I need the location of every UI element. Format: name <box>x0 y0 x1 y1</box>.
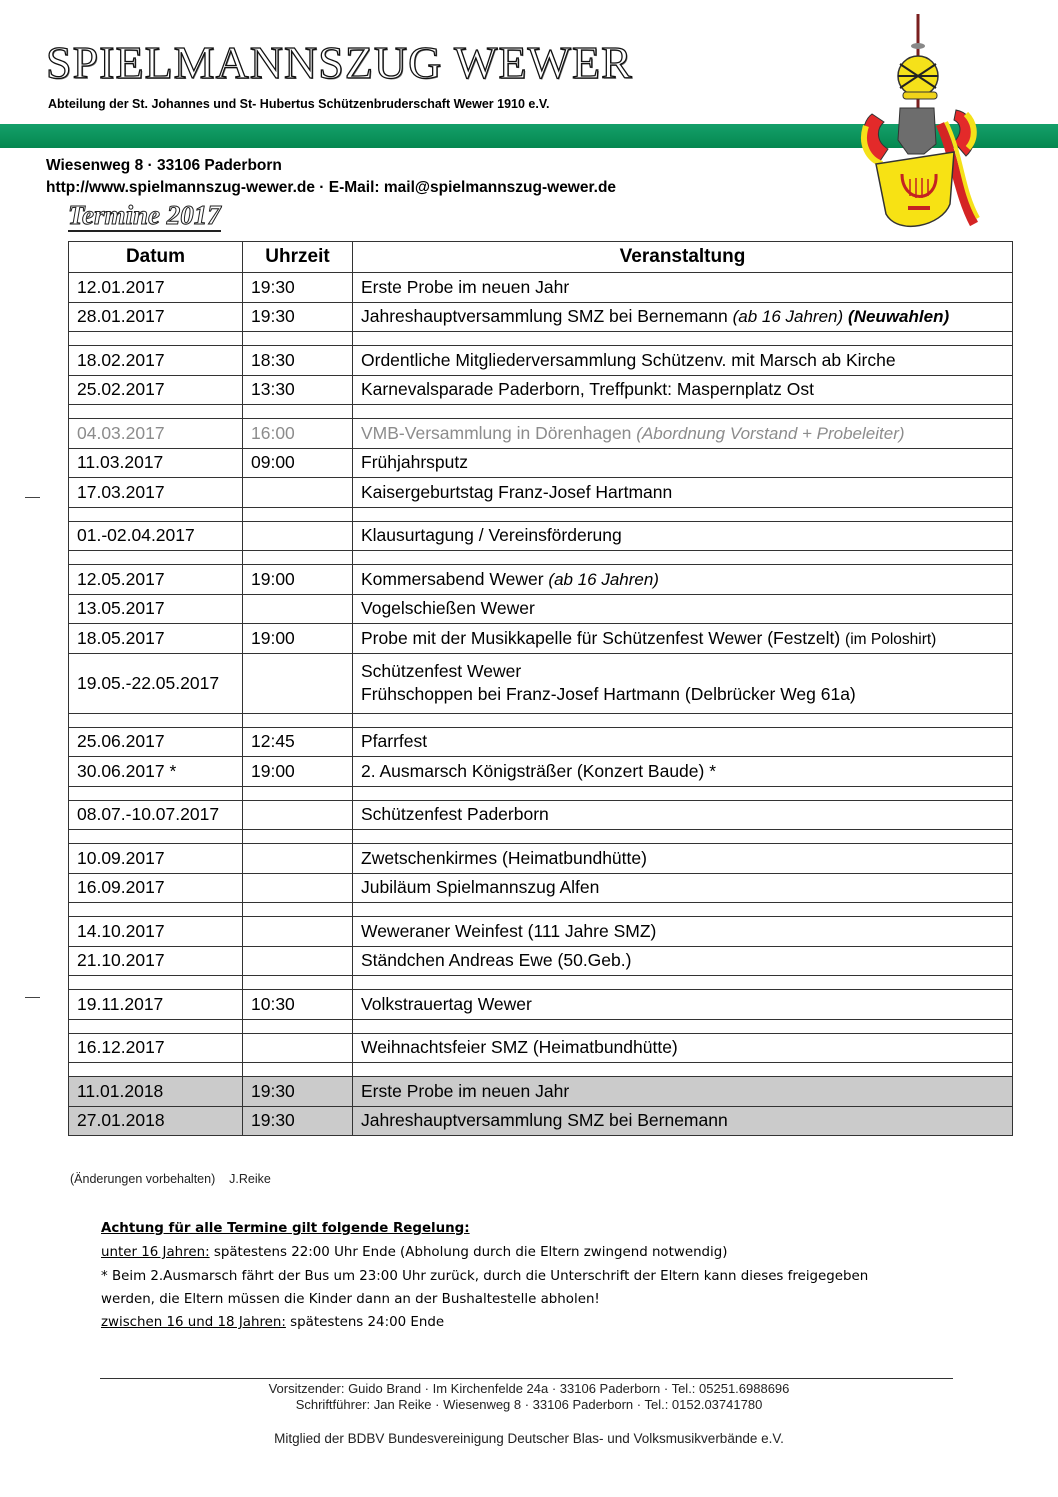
table-row <box>69 653 1013 713</box>
time-cell <box>243 653 353 713</box>
column-header-date: Datum <box>69 242 243 273</box>
postal-address: Wiesenweg 8 · 33106 Paderborn <box>46 157 282 174</box>
rule-under-16 <box>101 1241 981 1265</box>
date-cell: 16.12.2017 <box>69 1033 243 1063</box>
time-cell: 12:45 <box>243 727 353 757</box>
spacer-row <box>69 713 1013 727</box>
margin-tick <box>25 497 40 498</box>
table-row-next-year <box>69 1077 1013 1107</box>
time-cell <box>243 917 353 947</box>
web-and-email: http://www.spielmannszug-wewer.de · E-Mail: mail@spielmannszug-wewer.de <box>46 179 617 196</box>
event-cell: Weihnachtsfeier SMZ (Heimatbundhütte) <box>353 1033 1013 1063</box>
event-cell: Karnevalsparade Paderborn, Treffpunkt: Maspernplatz Ost <box>353 375 1013 405</box>
event-cell: Zwetschenkirmes (Heimatbundhütte) <box>353 844 1013 874</box>
date-cell: 13.05.2017 <box>69 594 243 624</box>
club-title: SPIELMANNSZUG WEWER <box>46 37 633 88</box>
event-cell <box>353 419 1013 449</box>
time-cell: 09:00 <box>243 448 353 478</box>
dress-note: (im Poloshirt) <box>845 630 937 648</box>
event-cell <box>353 653 1013 713</box>
column-header-event: Veranstaltung <box>353 242 1013 273</box>
table-row <box>69 800 1013 830</box>
table-row <box>69 873 1013 903</box>
date-cell: 25.06.2017 <box>69 727 243 757</box>
date-cell: 10.09.2017 <box>69 844 243 874</box>
spacer-row <box>69 1019 1013 1033</box>
event-text: Jahreshauptversammlung SMZ bei Bernemann <box>361 306 728 327</box>
date-cell: 12.01.2017 <box>69 273 243 303</box>
time-cell <box>243 873 353 903</box>
time-cell: 19:30 <box>243 302 353 332</box>
rule-bus-line2: werden, die Eltern müssen die Kinder dann an der Bushaltestelle abholen! <box>101 1292 600 1307</box>
table-note: (Änderungen vorbehalten) J.Reike <box>70 1172 271 1186</box>
date-cell: 18.02.2017 <box>69 346 243 376</box>
time-cell <box>243 521 353 551</box>
event-cell: Vogelschießen Wewer <box>353 594 1013 624</box>
event-cell: Frühjahrsputz <box>353 448 1013 478</box>
table-row <box>69 1033 1013 1063</box>
spacer-row <box>69 786 1013 800</box>
date-cell: 25.02.2017 <box>69 375 243 405</box>
date-cell: 27.01.2018 <box>69 1106 243 1136</box>
event-cell <box>353 565 1013 595</box>
margin-tick <box>25 997 40 998</box>
date-cell: 11.03.2017 <box>69 448 243 478</box>
event-text: VMB-Versammlung in Dörenhagen <box>361 422 632 443</box>
table-row <box>69 302 1013 332</box>
time-cell: 18:30 <box>243 346 353 376</box>
election-note: (Neuwahlen) <box>848 307 950 327</box>
time-cell <box>243 1033 353 1063</box>
table-row <box>69 917 1013 947</box>
time-cell: 19:30 <box>243 1077 353 1107</box>
footer-chairman: Vorsitzender: Guido Brand · Im Kirchenfelde 24a · 33106 Paderborn · Tel.: 05251.6988696 <box>268 1381 790 1396</box>
table-row <box>69 990 1013 1020</box>
rule-label: zwischen 16 und 18 Jahren: <box>101 1315 286 1330</box>
table-row <box>69 565 1013 595</box>
event-cell: 2. Ausmarsch Königsträßer (Konzert Baude) * <box>353 757 1013 787</box>
table-row-next-year <box>69 1106 1013 1136</box>
event-cell: Erste Probe im neuen Jahr <box>353 273 1013 303</box>
spacer-row <box>69 551 1013 565</box>
date-cell: 18.05.2017 <box>69 624 243 654</box>
table-row-greyed <box>69 419 1013 449</box>
time-cell: 19:30 <box>243 273 353 303</box>
event-cell: Pfarrfest <box>353 727 1013 757</box>
time-cell <box>243 844 353 874</box>
spacer-row <box>69 507 1013 521</box>
event-cell: Schützenfest Paderborn <box>353 800 1013 830</box>
time-cell: 16:00 <box>243 419 353 449</box>
table-row <box>69 946 1013 976</box>
time-cell <box>243 594 353 624</box>
column-header-time: Uhrzeit <box>243 242 353 273</box>
event-cell: Ständchen Andreas Ewe (50.Geb.) <box>353 946 1013 976</box>
rule-text: spätestens 22:00 Uhr Ende (Abholung durch die Eltern zwingend notwendig) <box>209 1245 728 1260</box>
rules-block <box>101 1217 981 1335</box>
spacer-row <box>69 405 1013 419</box>
time-cell <box>243 946 353 976</box>
age-note: (ab 16 Jahren) <box>732 307 844 327</box>
table-row <box>69 273 1013 303</box>
footer-divider <box>100 1378 953 1379</box>
date-cell: 01.-02.04.2017 <box>69 521 243 551</box>
spacer-row <box>69 976 1013 990</box>
event-cell: Weweraner Weinfest (111 Jahre SMZ) <box>353 917 1013 947</box>
rule-16-to-18 <box>101 1311 981 1335</box>
event-cell: Kaisergeburtstag Franz-Josef Hartmann <box>353 478 1013 508</box>
footer-secretary: Schriftführer: Jan Reike · Wiesenweg 8 · 33106 Paderborn · Tel.: 0152.03741780 <box>295 1397 763 1412</box>
table-row <box>69 727 1013 757</box>
time-cell: 19:00 <box>243 757 353 787</box>
date-cell: 21.10.2017 <box>69 946 243 976</box>
footer-membership: Mitglied der BDBV Bundesvereinigung Deutscher Blas- und Volksmusikverbände e.V. <box>274 1431 784 1446</box>
event-cell: Klausurtagung / Vereinsförderung <box>353 521 1013 551</box>
time-cell <box>243 478 353 508</box>
date-cell: 14.10.2017 <box>69 917 243 947</box>
time-cell: 13:30 <box>243 375 353 405</box>
rule-label: unter 16 Jahren: <box>101 1245 210 1260</box>
event-cell: Jahreshauptversammlung SMZ bei Bernemann <box>353 1106 1013 1136</box>
date-cell: 16.09.2017 <box>69 873 243 903</box>
table-row <box>69 844 1013 874</box>
event-text: Probe mit der Musikkapelle für Schützenfest Wewer (Festzelt) <box>361 627 841 648</box>
time-cell: 19:30 <box>243 1106 353 1136</box>
event-cell: Ordentliche Mitgliederversammlung Schützenv. mit Marsch ab Kirche <box>353 346 1013 376</box>
table-row <box>69 478 1013 508</box>
rule-text: spätestens 24:00 Ende <box>285 1315 445 1330</box>
event-text: Kommersabend Wewer <box>361 568 544 589</box>
time-cell <box>243 800 353 830</box>
table-row <box>69 448 1013 478</box>
age-note: (ab 16 Jahren) <box>548 569 659 589</box>
table-header-row <box>69 242 1013 273</box>
table-row <box>69 346 1013 376</box>
event-cell <box>353 624 1013 654</box>
schedule-table <box>68 241 1013 1136</box>
time-cell: 10:30 <box>243 990 353 1020</box>
time-cell: 19:00 <box>243 624 353 654</box>
coat-of-arms-lyre-helmet-icon <box>858 14 982 236</box>
date-cell: 08.07.-10.07.2017 <box>69 800 243 830</box>
rules-heading: Achtung für alle Termine gilt folgende Regelung: <box>101 1221 470 1236</box>
event-cell: Jubiläum Spielmannszug Alfen <box>353 873 1013 903</box>
spacer-row <box>69 830 1013 844</box>
section-title: Termine 2017 <box>68 200 221 230</box>
event-text: Schützenfest Wewer <box>361 661 522 681</box>
time-cell: 19:00 <box>243 565 353 595</box>
event-cell: Volkstrauertag Wewer <box>353 990 1013 1020</box>
date-cell: 28.01.2017 <box>69 302 243 332</box>
date-cell: 19.11.2017 <box>69 990 243 1020</box>
spacer-row <box>69 332 1013 346</box>
spacer-row <box>69 903 1013 917</box>
date-cell: 11.01.2018 <box>69 1077 243 1107</box>
table-row <box>69 624 1013 654</box>
spacer-row <box>69 1063 1013 1077</box>
date-cell: 04.03.2017 <box>69 419 243 449</box>
delegation-note: (Abordnung Vorstand + Probeleiter) <box>636 423 905 443</box>
date-cell: 19.05.-22.05.2017 <box>69 653 243 713</box>
event-text-line2: Frühschoppen bei Franz-Josef Hartmann (Delbrücker Weg 61a) <box>361 684 856 704</box>
table-row <box>69 521 1013 551</box>
date-cell: 17.03.2017 <box>69 478 243 508</box>
table-row <box>69 757 1013 787</box>
date-cell: 30.06.2017 * <box>69 757 243 787</box>
table-row <box>69 594 1013 624</box>
club-subtitle: Abteilung der St. Johannes und St- Hubertus Schützenbruderschaft Wewer 1910 e.V. <box>48 97 550 111</box>
event-cell: Erste Probe im neuen Jahr <box>353 1077 1013 1107</box>
event-cell <box>353 302 1013 332</box>
table-row <box>69 375 1013 405</box>
contact-block <box>46 155 616 199</box>
rule-bus-line1: * Beim 2.Ausmarsch fährt der Bus um 23:00 Uhr zurück, durch die Unterschrift der Eltern kann dieses freigegeben <box>101 1269 869 1284</box>
date-cell: 12.05.2017 <box>69 565 243 595</box>
